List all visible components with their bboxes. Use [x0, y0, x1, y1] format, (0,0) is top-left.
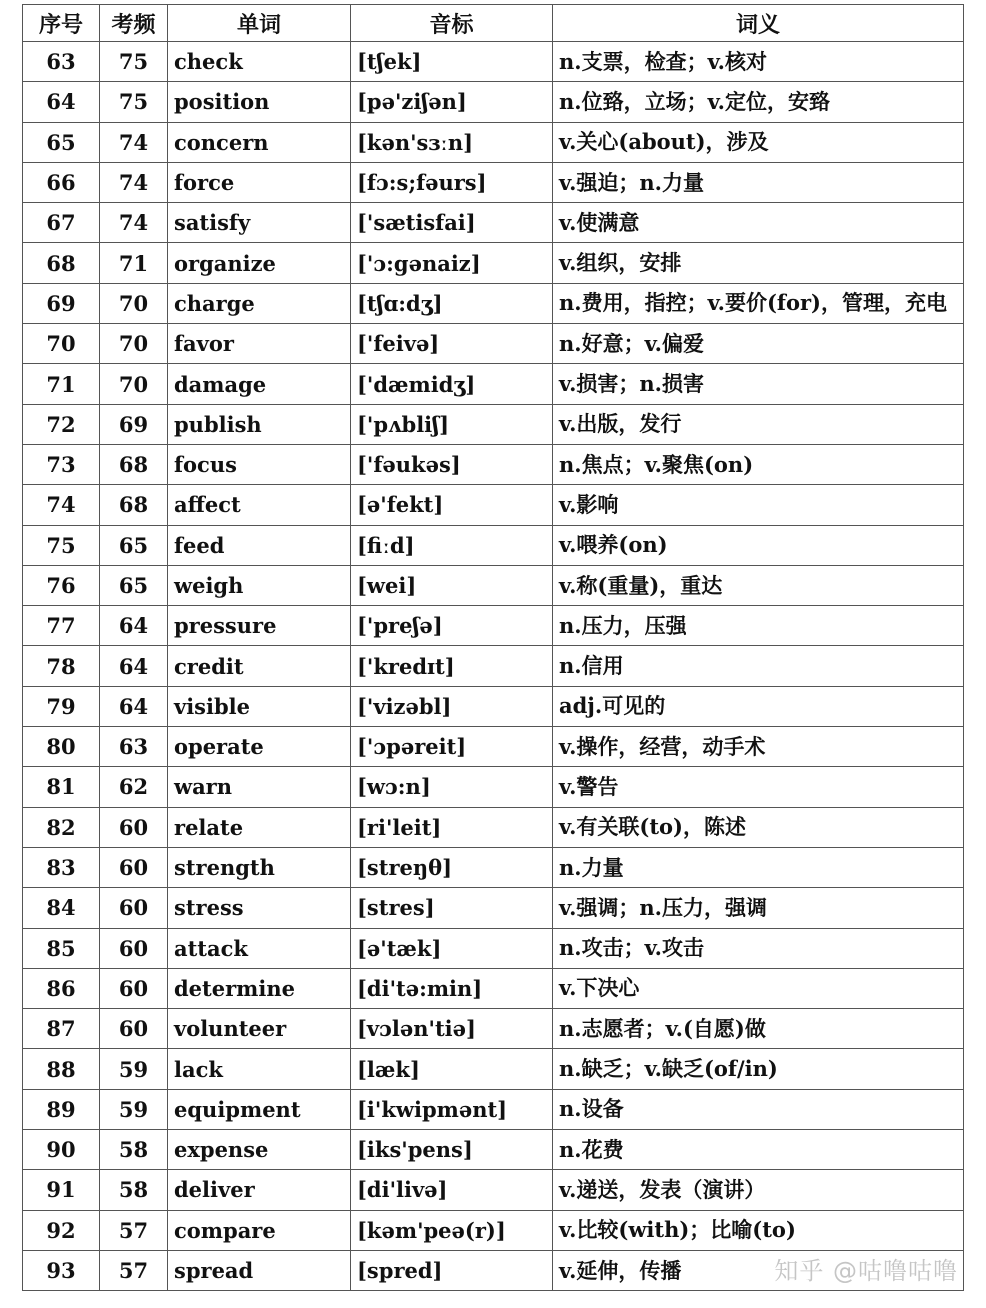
row-word: satisfy	[168, 203, 351, 243]
row-phonetic: ['kredɪt]	[351, 646, 553, 686]
row-phonetic: [ri'leit]	[351, 807, 553, 847]
row-frequency: 60	[100, 847, 168, 887]
row-number: 69	[23, 283, 100, 323]
row-frequency: 58	[100, 1130, 168, 1170]
header-word: 单词	[168, 5, 351, 42]
row-phonetic: ['ɔpəreit]	[351, 727, 553, 767]
table-row	[23, 606, 964, 646]
table-row	[23, 686, 964, 726]
table-row	[23, 203, 964, 243]
row-phonetic: [pə'ziʃən]	[351, 82, 553, 122]
table-row	[23, 968, 964, 1008]
row-phonetic: [tʃɑ:dʒ]	[351, 283, 553, 323]
row-phonetic: [fɔ:s;fəurs]	[351, 162, 553, 202]
row-word: warn	[168, 767, 351, 807]
row-frequency: 65	[100, 565, 168, 605]
table-row	[23, 1049, 964, 1089]
row-phonetic: [tʃek]	[351, 42, 553, 82]
row-meaning: v.递送，发表（演讲）	[553, 1170, 964, 1210]
row-frequency: 60	[100, 888, 168, 928]
row-phonetic: [kəm'peə(r)]	[351, 1210, 553, 1250]
row-frequency: 65	[100, 525, 168, 565]
row-number: 92	[23, 1210, 100, 1250]
row-frequency: 75	[100, 82, 168, 122]
row-word: concern	[168, 122, 351, 162]
row-number: 90	[23, 1130, 100, 1170]
table-body	[23, 42, 964, 1291]
row-frequency: 57	[100, 1210, 168, 1250]
row-word: expense	[168, 1130, 351, 1170]
row-word: compare	[168, 1210, 351, 1250]
row-meaning: n.焦点；v.聚焦(on)	[553, 444, 964, 484]
row-frequency: 74	[100, 162, 168, 202]
row-meaning: n.力量	[553, 847, 964, 887]
table-row	[23, 82, 964, 122]
row-meaning: n.位臵，立场；v.定位，安臵	[553, 82, 964, 122]
row-frequency: 69	[100, 404, 168, 444]
row-word: attack	[168, 928, 351, 968]
row-word: stress	[168, 888, 351, 928]
table-row	[23, 847, 964, 887]
row-meaning: n.费用，指控；v.要价(for)，管理，充电	[553, 283, 964, 323]
table-row	[23, 122, 964, 162]
row-frequency: 71	[100, 243, 168, 283]
row-phonetic: [di'livə]	[351, 1170, 553, 1210]
row-number: 86	[23, 968, 100, 1008]
row-phonetic: ['fəukəs]	[351, 444, 553, 484]
row-number: 84	[23, 888, 100, 928]
row-meaning: v.喂养(on)	[553, 525, 964, 565]
table-row	[23, 243, 964, 283]
row-frequency: 74	[100, 122, 168, 162]
row-frequency: 70	[100, 283, 168, 323]
row-number: 87	[23, 1009, 100, 1049]
row-word: strength	[168, 847, 351, 887]
row-phonetic: [læk]	[351, 1049, 553, 1089]
table-row	[23, 888, 964, 928]
row-meaning: v.强迫；n.力量	[553, 162, 964, 202]
row-frequency: 63	[100, 727, 168, 767]
row-meaning: n.压力，压强	[553, 606, 964, 646]
watermark: 知乎 @咕噜咕噜	[774, 1257, 958, 1285]
row-number: 78	[23, 646, 100, 686]
table-row	[23, 42, 964, 82]
row-frequency: 60	[100, 807, 168, 847]
table-row	[23, 444, 964, 484]
row-meaning: v.损害；n.损害	[553, 364, 964, 404]
row-meaning: n.信用	[553, 646, 964, 686]
row-phonetic: ['dæmidʒ]	[351, 364, 553, 404]
row-frequency: 68	[100, 485, 168, 525]
row-word: focus	[168, 444, 351, 484]
vocabulary-table	[22, 4, 964, 1291]
row-word: charge	[168, 283, 351, 323]
row-number: 91	[23, 1170, 100, 1210]
row-meaning: v.警告	[553, 767, 964, 807]
row-word: determine	[168, 968, 351, 1008]
row-phonetic: [ə'fekt]	[351, 485, 553, 525]
row-word: deliver	[168, 1170, 351, 1210]
row-number: 81	[23, 767, 100, 807]
row-phonetic: ['feivə]	[351, 324, 553, 364]
row-meaning: v.称(重量)，重达	[553, 565, 964, 605]
table-row	[23, 1130, 964, 1170]
row-word: affect	[168, 485, 351, 525]
row-word: position	[168, 82, 351, 122]
table-row	[23, 364, 964, 404]
row-number: 65	[23, 122, 100, 162]
row-word: operate	[168, 727, 351, 767]
row-word: volunteer	[168, 1009, 351, 1049]
row-word: damage	[168, 364, 351, 404]
row-frequency: 64	[100, 646, 168, 686]
row-word: feed	[168, 525, 351, 565]
row-number: 72	[23, 404, 100, 444]
row-frequency: 58	[100, 1170, 168, 1210]
row-frequency: 57	[100, 1250, 168, 1290]
row-number: 68	[23, 243, 100, 283]
row-phonetic: ['preʃə]	[351, 606, 553, 646]
row-phonetic: ['pʌbliʃ]	[351, 404, 553, 444]
row-phonetic: [iks'pens]	[351, 1130, 553, 1170]
row-meaning: v.出版，发行	[553, 404, 964, 444]
row-word: force	[168, 162, 351, 202]
table-row	[23, 283, 964, 323]
row-meaning: v.下决心	[553, 968, 964, 1008]
row-number: 66	[23, 162, 100, 202]
row-frequency: 64	[100, 686, 168, 726]
row-phonetic: [wei]	[351, 565, 553, 605]
row-meaning: v.比较(with)；比喻(to)	[553, 1210, 964, 1250]
table-row	[23, 1089, 964, 1129]
row-phonetic: [stres]	[351, 888, 553, 928]
row-frequency: 59	[100, 1089, 168, 1129]
row-number: 82	[23, 807, 100, 847]
vocabulary-sheet	[22, 4, 963, 1291]
row-word: publish	[168, 404, 351, 444]
row-phonetic: [fiːd]	[351, 525, 553, 565]
row-phonetic: [streŋθ]	[351, 847, 553, 887]
row-meaning: v.强调；n.压力，强调	[553, 888, 964, 928]
header-number: 序号	[23, 5, 100, 42]
row-number: 74	[23, 485, 100, 525]
row-frequency: 75	[100, 42, 168, 82]
row-phonetic: ['sætisfai]	[351, 203, 553, 243]
row-phonetic: ['vizəbl]	[351, 686, 553, 726]
row-number: 80	[23, 727, 100, 767]
row-number: 64	[23, 82, 100, 122]
table-row	[23, 767, 964, 807]
row-number: 89	[23, 1089, 100, 1129]
row-meaning: n.志愿者；v.(自愿)做	[553, 1009, 964, 1049]
row-number: 67	[23, 203, 100, 243]
table-row	[23, 1250, 964, 1290]
row-number: 83	[23, 847, 100, 887]
row-number: 93	[23, 1250, 100, 1290]
row-meaning: v.操作，经营，动手术	[553, 727, 964, 767]
table-row	[23, 404, 964, 444]
table-row	[23, 162, 964, 202]
row-meaning: n.好意；v.偏爱	[553, 324, 964, 364]
header-frequency: 考频	[100, 5, 168, 42]
row-number: 75	[23, 525, 100, 565]
row-number: 73	[23, 444, 100, 484]
row-phonetic: [ə'tæk]	[351, 928, 553, 968]
row-word: favor	[168, 324, 351, 364]
row-phonetic: [vɔlən'tiə]	[351, 1009, 553, 1049]
row-phonetic: [di'tə:min]	[351, 968, 553, 1008]
row-phonetic: ['ɔ:gənaiz]	[351, 243, 553, 283]
row-phonetic: [kən'sɜːn]	[351, 122, 553, 162]
row-number: 70	[23, 324, 100, 364]
row-word: weigh	[168, 565, 351, 605]
row-phonetic: [spred]	[351, 1250, 553, 1290]
row-number: 76	[23, 565, 100, 605]
row-phonetic: [i'kwipmənt]	[351, 1089, 553, 1129]
row-word: check	[168, 42, 351, 82]
row-meaning: n.缺乏；v.缺乏(of/in)	[553, 1049, 964, 1089]
table-row	[23, 727, 964, 767]
table-row	[23, 565, 964, 605]
row-meaning: v.影响	[553, 485, 964, 525]
row-frequency: 64	[100, 606, 168, 646]
row-number: 71	[23, 364, 100, 404]
table-row	[23, 1170, 964, 1210]
row-number: 85	[23, 928, 100, 968]
row-word: lack	[168, 1049, 351, 1089]
row-frequency: 74	[100, 203, 168, 243]
row-frequency: 59	[100, 1049, 168, 1089]
row-meaning: adj.可见的	[553, 686, 964, 726]
table-header-row	[23, 5, 964, 42]
row-word: spread	[168, 1250, 351, 1290]
table-row	[23, 807, 964, 847]
row-frequency: 70	[100, 324, 168, 364]
row-word: pressure	[168, 606, 351, 646]
row-word: visible	[168, 686, 351, 726]
row-meaning: v.使满意	[553, 203, 964, 243]
header-meaning: 词义	[553, 5, 964, 42]
table-row	[23, 1009, 964, 1049]
table-row	[23, 928, 964, 968]
row-word: relate	[168, 807, 351, 847]
row-frequency: 68	[100, 444, 168, 484]
row-word: credit	[168, 646, 351, 686]
row-number: 88	[23, 1049, 100, 1089]
row-word: organize	[168, 243, 351, 283]
row-meaning: v.有关联(to)，陈述	[553, 807, 964, 847]
table-row	[23, 485, 964, 525]
row-frequency: 60	[100, 1009, 168, 1049]
row-meaning: n.花费	[553, 1130, 964, 1170]
row-frequency: 70	[100, 364, 168, 404]
row-frequency: 60	[100, 968, 168, 1008]
row-meaning: v.关心(about)，涉及	[553, 122, 964, 162]
row-number: 63	[23, 42, 100, 82]
row-word: equipment	[168, 1089, 351, 1129]
table-row	[23, 525, 964, 565]
table-row	[23, 646, 964, 686]
row-frequency: 62	[100, 767, 168, 807]
header-phonetic: 音标	[351, 5, 553, 42]
row-meaning: n.支票，检查；v.核对	[553, 42, 964, 82]
row-number: 79	[23, 686, 100, 726]
table-row	[23, 1210, 964, 1250]
row-frequency: 60	[100, 928, 168, 968]
row-number: 77	[23, 606, 100, 646]
row-phonetic: [wɔ:n]	[351, 767, 553, 807]
row-meaning: n.设备	[553, 1089, 964, 1129]
row-meaning: n.攻击；v.攻击	[553, 928, 964, 968]
row-meaning: v.延伸，传播	[553, 1250, 964, 1290]
row-meaning: v.组织，安排	[553, 243, 964, 283]
table-row	[23, 324, 964, 364]
